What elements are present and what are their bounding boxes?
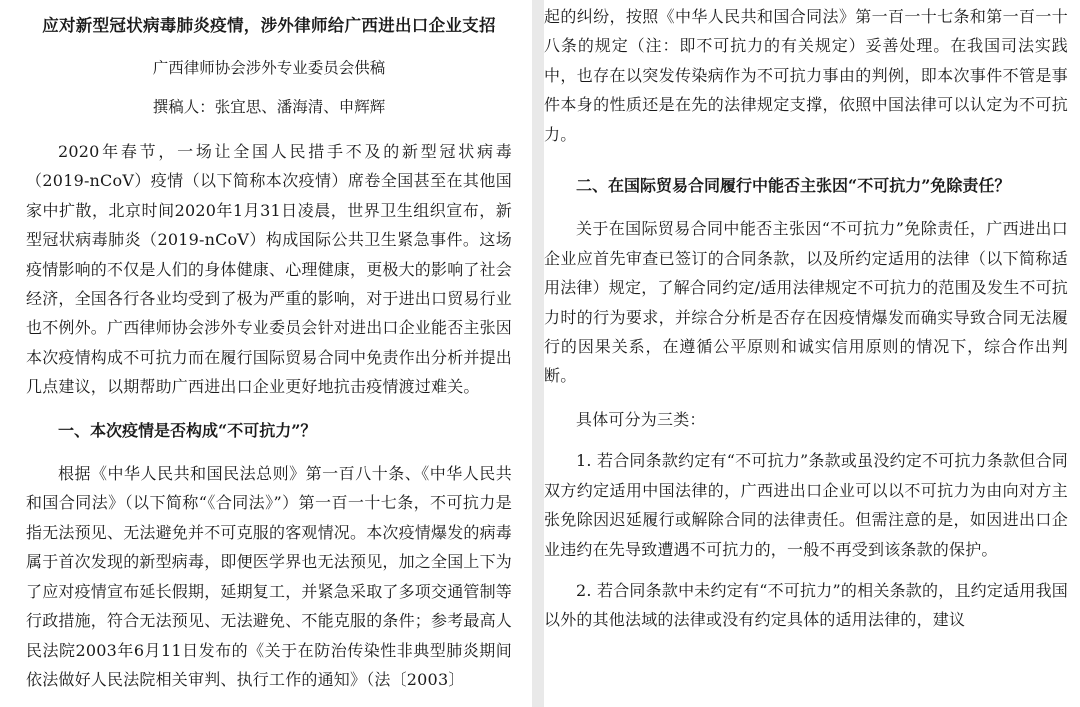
article-authors: 撰稿人：张宜思、潘海清、申辉辉 [152,98,386,116]
category-item-1: 1. 若合同条款约定有“不可抗力”条款或虽没约定不可抗力条款但合同双方约定适用中国法律的，广西进出口企业可以以不可抗力为由向对方主张免除因迟延履行或解除合同的法律责任。但需注意的是，如因进出口企业违约在先导致遭遇不可抗力的，一般不再受到该条款的保护。 [544,451,1068,559]
section-2-paragraph: 关于在国际贸易合同中能否主张因“不可抗力”免除责任，广西进出口企业应首先审查已签订的合同条款，以及所约定适用的法律（以下简称适用法律）规定，了解合同约定/适用法律规定不可抗力的范围及发生不可抗力时的行为要求，并综合分析是否存在因疫情爆发而确实导致合同无法履行的因果关系，在遵循公平原则和诚实信用原则的情况下，综合作出判断。 [544,219,1068,386]
right-page-column [544,0,1080,707]
section-heading-2: 二、在国际贸易合同履行中能否主张因“不可抗力”免除责任？ [576,176,1011,196]
section-heading-1: 一、本次疫情是否构成“不可抗力”？ [58,420,317,440]
left-page-column [0,0,532,707]
categories-intro: 具体可分为三类： [576,409,706,429]
right-page-content [544,0,1068,635]
article-source: 广西律师协会涉外专业委员会供稿 [152,59,386,77]
continued-paragraph: 起的纠纷，按照《中华人民共和国合同法》第一百一十七条和第一百一十八条的规定（注：即不可抗力的有关规定）妥善处理。在我国司法实践中，也存在以突发传染病作为不可抗力事由的判例，即本次事件不管是事件本身的性质还是在先的法律规定支撑，依照中国法律可以认定为不可抗力。 [544,7,1068,144]
intro-paragraph: 2020年春节，一场让全国人民措手不及的新型冠状病毒（2019-nCoV）疫情（以下简称本次疫情）席卷全国甚至在其他国家中扩散，北京时间2020年1月31日凌晨，世界卫生组织宣布，新型冠状病毒肺炎（2019-nCoV）构成国际公共卫生紧急事件。这场疫情影响的不仅是人们的身体健康、心理健康，更极大的影响了社会经济，全国各行各业均受到了极为严重的影响，对于进出口贸易行业也不例外。广西律师协会涉外专业委员会针对进出口企业能否主张因本次疫情构成不可抗力而在履行国际贸易合同中免责作出分析并提出几点建议，以期帮助广西进出口企业更好地抗击疫情渡过难关。 [26,142,513,397]
left-page-content [26,0,512,694]
section-1-paragraph: 根据《中华人民共和国民法总则》第一百八十条、《中华人民共和国合同法》（以下简称“《合同法》”）第一百一十七条，不可抗力是指无法预见、无法避免并不可克服的客观情况。本次疫情爆发的病毒属于首次发现的新型病毒，即便医学界也无法预见，加之全国上下为了应对疫情宣布延长假期，延期复工，并紧急采取了多项交通管制等行政措施，符合无法预见、无法避免、不能克服的条件；参考最高人民法院2003年6月11日发布的《关于在防治传染性非典型肺炎期间依法做好人民法院相关审判、执行工作的通知》（法〔2003〕 [26,464,513,689]
article-title: 应对新型冠状病毒肺炎疫情，涉外律师给广西进出口企业支招 [42,16,496,35]
category-item-2: 2. 若合同条款中未约定有“不可抗力”的相关条款的，且约定适用我国以外的其他法域的法律或没有约定具体的适用法律的，建议 [544,580,1068,630]
page-gutter-divider [532,0,544,707]
